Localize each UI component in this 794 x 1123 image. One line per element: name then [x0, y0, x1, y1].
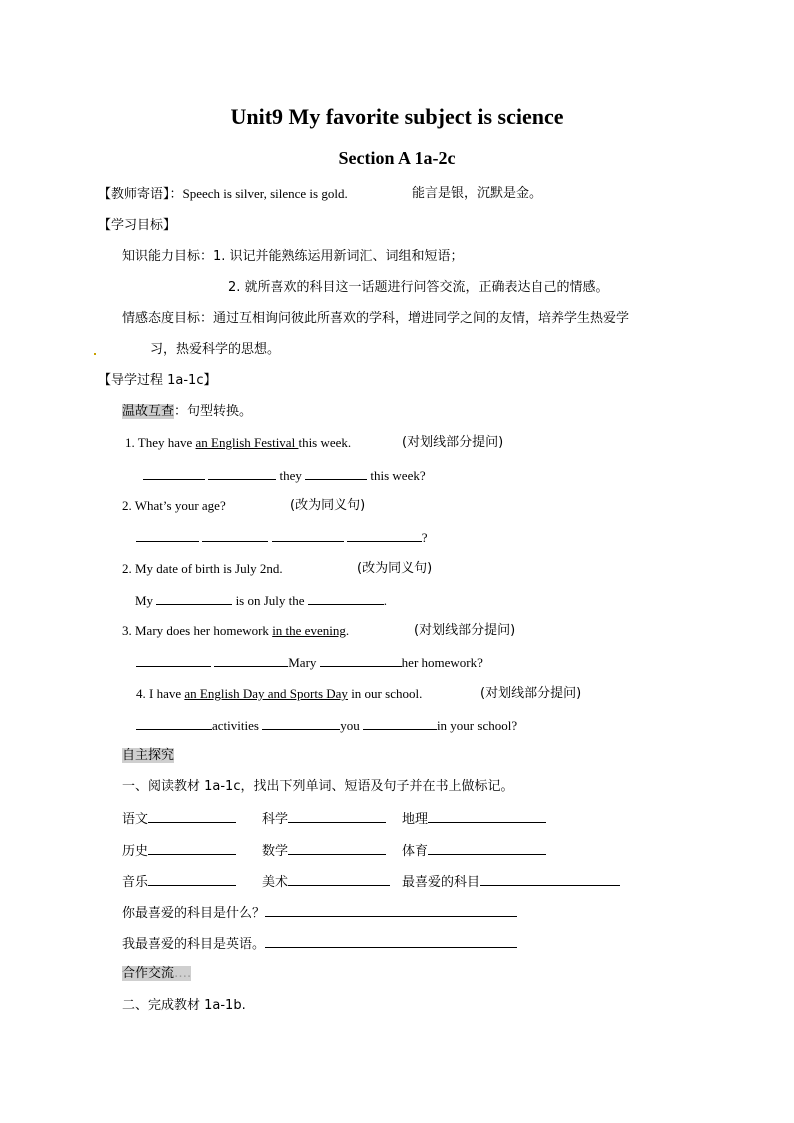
- vocab-blank[interactable]: [288, 842, 386, 855]
- vocab-item: 语文: [122, 810, 236, 828]
- vocab-item: 美术: [262, 873, 390, 891]
- answer-blank[interactable]: [156, 592, 232, 605]
- vocab-blank[interactable]: [288, 810, 386, 823]
- motto-label: 【教师寄语】：: [98, 187, 183, 202]
- goals-heading: 【学习目标】: [98, 218, 177, 233]
- goal-emotion: [122, 311, 629, 327]
- vocab-blank[interactable]: [148, 810, 236, 823]
- page-subtitle: Section A 1a-2c: [338, 148, 456, 168]
- motto-english: Speech is silver, silence is gold.: [182, 186, 348, 201]
- underlined-phrase: an English Day and Sports Day: [184, 686, 348, 701]
- vocab-blank[interactable]: [148, 873, 236, 886]
- stray-dot: [94, 353, 96, 355]
- vocab-item: 最喜爱的科目: [402, 873, 620, 891]
- exercise-3-note: (改为同义句): [357, 561, 433, 576]
- answer-blank[interactable]: [265, 904, 517, 917]
- cooperate-instruction: 二、完成教材 1a-1b.: [122, 998, 246, 1013]
- underlined-phrase: an English Festival: [195, 435, 299, 450]
- self-study-heading: 自主探究: [122, 748, 175, 763]
- teacher-motto: [98, 186, 348, 203]
- vocab-blank[interactable]: [480, 873, 620, 886]
- vocab-blank[interactable]: [288, 873, 390, 886]
- vocab-item: 科学: [262, 810, 386, 828]
- exercise-2-note: (改为同义句): [290, 498, 366, 513]
- exercise-5-answer: activities you in your school?: [136, 717, 517, 734]
- answer-blank[interactable]: [202, 529, 268, 542]
- question-1: 你最喜爱的科目是什么？: [122, 904, 517, 922]
- exercise-2-answer: ?: [136, 529, 428, 546]
- exercise-4-answer: Mary her homework?: [136, 654, 483, 671]
- answer-blank[interactable]: [363, 717, 437, 730]
- goal-knowledge: [122, 249, 464, 265]
- goal-item-2: 2. 就所喜欢的科目这一话题进行问答交流，正确表达自己的情感。: [228, 280, 609, 295]
- answer-blank[interactable]: [136, 529, 199, 542]
- page-title: Unit9 My favorite subject is science: [230, 104, 564, 129]
- answer-blank[interactable]: [214, 654, 288, 667]
- vocab-item: 体育: [402, 842, 546, 860]
- question-2: 我最喜爱的科目是英语。: [122, 935, 517, 953]
- goal-item-1: 1. 识记并能熟练运用新词汇、词组和短语；: [213, 249, 464, 264]
- motto-chinese: 能言是银，沉默是金。: [412, 186, 543, 201]
- answer-blank[interactable]: [143, 467, 205, 480]
- goal-knowledge-label: 知识能力目标：: [122, 249, 214, 264]
- answer-blank[interactable]: [320, 654, 402, 667]
- self-study-instruction: 一、阅读教材 1a-1c，找出下列单词、短语及句子并在书上做标记。: [122, 779, 514, 794]
- answer-blank[interactable]: [347, 529, 422, 542]
- vocab-blank[interactable]: [428, 842, 546, 855]
- vocab-item: 音乐: [122, 873, 236, 891]
- answer-blank[interactable]: [305, 467, 367, 480]
- exercise-1-answer: they this week?: [143, 467, 426, 484]
- exercise-4: 3. Mary does her homework in the evening.: [122, 623, 350, 638]
- review-label: 温故互查: [122, 404, 175, 419]
- goal-emotion-line2: 习，热爱科学的思想。: [150, 342, 281, 357]
- vocab-blank[interactable]: [148, 842, 236, 855]
- exercise-3: 2. My date of birth is July 2nd.: [122, 561, 283, 576]
- exercise-1: 1. They have an English Festival this week.: [125, 435, 352, 450]
- answer-blank[interactable]: [136, 654, 211, 667]
- cooperate-heading: 合作交流….: [122, 966, 192, 981]
- answer-blank[interactable]: [272, 529, 344, 542]
- exercise-4-note: (对划线部分提问): [414, 623, 516, 638]
- answer-blank[interactable]: [208, 467, 276, 480]
- exercise-5-note: (对划线部分提问): [480, 686, 582, 701]
- review-suffix: ：句型转换。: [174, 404, 253, 419]
- review-heading: [122, 404, 252, 420]
- vocab-item: 历史: [122, 842, 236, 860]
- exercise-1-note: (对划线部分提问): [402, 435, 504, 450]
- answer-blank[interactable]: [265, 935, 517, 948]
- exercise-3-answer: My is on July the .: [135, 593, 388, 608]
- exercise-5: 4. I have an English Day and Sports Day in our school.: [136, 686, 423, 701]
- goal-emotion-line1: 通过互相询问彼此所喜欢的学科，增进同学之间的友情，培养学生热爱学: [213, 311, 630, 326]
- vocab-blank[interactable]: [428, 810, 546, 823]
- answer-blank[interactable]: [136, 717, 212, 730]
- vocab-item: 地理: [402, 810, 546, 828]
- vocab-item: 数学: [262, 842, 386, 860]
- answer-blank[interactable]: [308, 592, 384, 605]
- underlined-phrase: in the evening: [272, 623, 346, 638]
- process-heading: 【导学过程 1a-1c】: [98, 373, 217, 388]
- answer-blank[interactable]: [262, 717, 340, 730]
- exercise-2: 2. What’s your age?: [122, 498, 226, 513]
- goal-emotion-label: 情感态度目标：: [122, 311, 214, 326]
